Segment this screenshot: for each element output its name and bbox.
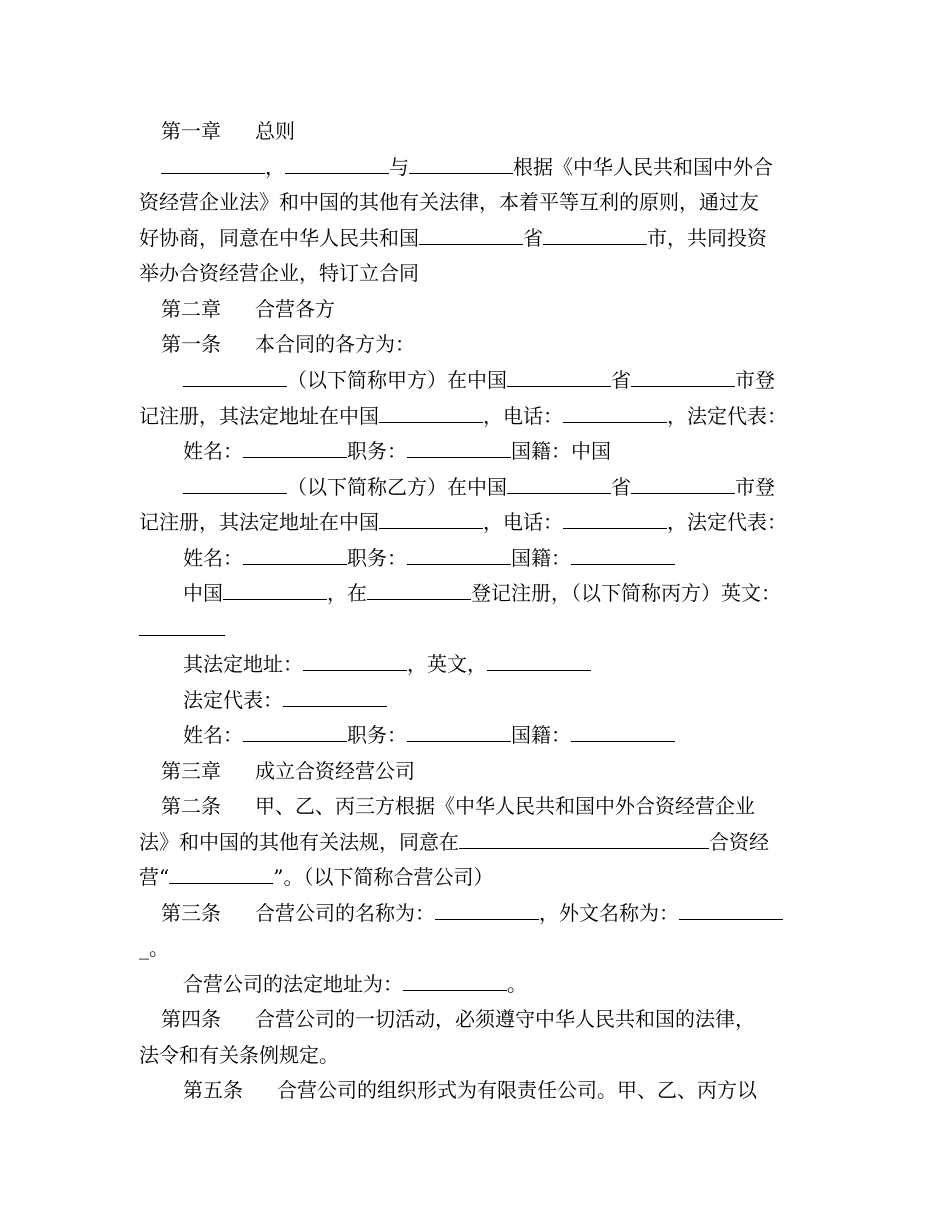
text: 国籍：中国 [511,439,611,463]
article-5-line-1 [183,1079,757,1101]
party-b-line-1 [183,476,775,498]
fill-blank[interactable] [139,618,225,636]
preamble-line-2: 资经营企业法》和中国的其他有关法律，本着平等互利的原则，通过友 [139,190,759,214]
article-2-line-1 [161,795,755,817]
article-label: 第三条 [161,901,221,925]
text: ，英文， [407,652,487,676]
fill-blank[interactable] [161,156,265,174]
text: 登记注册，（以下简称丙方）英文： [471,581,781,605]
party-c-representative [183,689,387,711]
text: 合营公司的名称为： [255,901,435,925]
fill-blank[interactable] [631,476,735,494]
article-3-line-2: _。 [139,936,169,960]
text: 。 [507,972,527,996]
preamble-line-1 [161,156,773,178]
party-a-line-1 [183,369,775,391]
article-text: 本合同的各方为： [255,332,415,356]
fill-blank[interactable] [169,866,273,884]
fill-blank[interactable] [543,227,647,245]
text: 合营公司的法定地址为： [183,972,403,996]
article-1 [161,333,415,355]
chapter-title: 合营各方 [255,297,335,321]
text: 记注册，其法定地址在中国 [139,510,379,534]
text: 省 [611,475,631,499]
text: 好协商，同意在中华人民共和国 [139,226,419,250]
fill-blank[interactable] [563,511,667,529]
fill-blank[interactable] [407,724,511,742]
text: 省 [611,368,631,392]
text: 市登 [735,368,775,392]
text: 姓名： [183,723,243,747]
text: 国籍： [511,546,571,570]
fill-blank[interactable] [679,902,783,920]
fill-blank[interactable] [507,369,611,387]
fill-blank[interactable] [223,582,327,600]
party-c-line-3 [183,724,675,746]
text: ，电话： [483,404,563,428]
text: ， [265,155,285,179]
text: 省 [523,226,543,250]
chapter-title: 总则 [255,119,295,143]
text: 记注册，其法定地址在中国 [139,404,379,428]
fill-blank[interactable] [243,724,347,742]
fill-blank[interactable] [487,653,591,671]
text: 市，共同投资 [647,226,767,250]
text: 法》和中国的其他有关法规，同意在 [139,830,459,854]
text: 合营公司的组织形式为有限责任公司。甲、乙、丙方以 [277,1078,757,1102]
text: 甲、乙、丙三方根据《中华人民共和国中外合资经营企业 [255,794,755,818]
text: ”。（以下简称合营公司） [273,865,494,889]
text: ，电话： [483,510,563,534]
text: 与 [389,155,409,179]
fill-blank[interactable] [407,440,511,458]
fill-blank[interactable] [435,902,539,920]
chapter-title: 成立合资经营公司 [255,759,415,783]
fill-blank[interactable] [183,476,287,494]
fill-blank[interactable] [571,547,675,565]
chapter-1-heading [161,120,295,142]
fill-blank[interactable] [379,511,483,529]
text: 姓名： [183,546,243,570]
text: 中国 [183,581,223,605]
article-label: 第二条 [161,794,221,818]
preamble-line-3 [139,227,767,249]
fill-blank[interactable] [283,689,387,707]
fill-blank[interactable] [367,582,471,600]
fill-blank[interactable] [303,653,407,671]
party-c-line-1 [183,582,781,604]
fill-blank[interactable] [183,369,287,387]
text: 姓名： [183,439,243,463]
fill-blank[interactable] [563,405,667,423]
text: 营“ [139,865,170,889]
text: 职务： [347,546,407,570]
preamble-line-4: 举办合资经营企业，特订立合同 [139,261,419,285]
party-a-line-3 [183,440,611,462]
fill-blank[interactable] [507,476,611,494]
party-c-line-2 [139,618,225,640]
article-label: 第四条 [161,1007,221,1031]
text: ，法定代表： [667,510,787,534]
fill-blank[interactable] [631,369,735,387]
fill-blank[interactable] [407,547,511,565]
text: ，在 [327,581,367,605]
party-c-address [183,653,591,675]
text: 其法定地址： [183,652,303,676]
fill-blank[interactable] [243,440,347,458]
text: 法定代表： [183,688,283,712]
text: （以下简称乙方）在中国 [287,475,507,499]
fill-blank[interactable] [403,973,507,991]
fill-blank[interactable] [571,724,675,742]
text: （以下简称甲方）在中国 [287,368,507,392]
text: 职务： [347,723,407,747]
chapter-3-heading [161,760,415,782]
article-2-line-2 [139,831,769,853]
text: 职务： [347,439,407,463]
party-a-line-2 [139,405,787,427]
fill-blank[interactable] [459,831,709,849]
article-3-line-1 [161,902,783,924]
text: ，外文名称为： [539,901,679,925]
fill-blank[interactable] [285,156,389,174]
article-label: 第五条 [183,1078,243,1102]
text: 市登 [735,475,775,499]
fill-blank[interactable] [243,547,347,565]
article-4-line-1 [161,1008,755,1030]
text: 合资经 [709,830,769,854]
article-2-line-3 [139,866,493,888]
article-3-address [183,973,527,995]
chapter-label: 第二章 [161,297,221,321]
text: ，法定代表： [667,404,787,428]
fill-blank[interactable] [379,405,483,423]
text: 根据《中华人民共和国中外合 [513,155,773,179]
article-label: 第一条 [161,332,221,356]
chapter-2-heading [161,298,335,320]
text: 合营公司的一切活动，必须遵守中华人民共和国的法律， [255,1007,755,1031]
fill-blank[interactable] [409,156,513,174]
article-4-line-2: 法令和有关条例规定。 [139,1043,339,1067]
party-b-line-3 [183,547,675,569]
chapter-label: 第三章 [161,759,221,783]
fill-blank[interactable] [419,227,523,245]
text: 国籍： [511,723,571,747]
party-b-line-2 [139,511,787,533]
chapter-label: 第一章 [161,119,221,143]
